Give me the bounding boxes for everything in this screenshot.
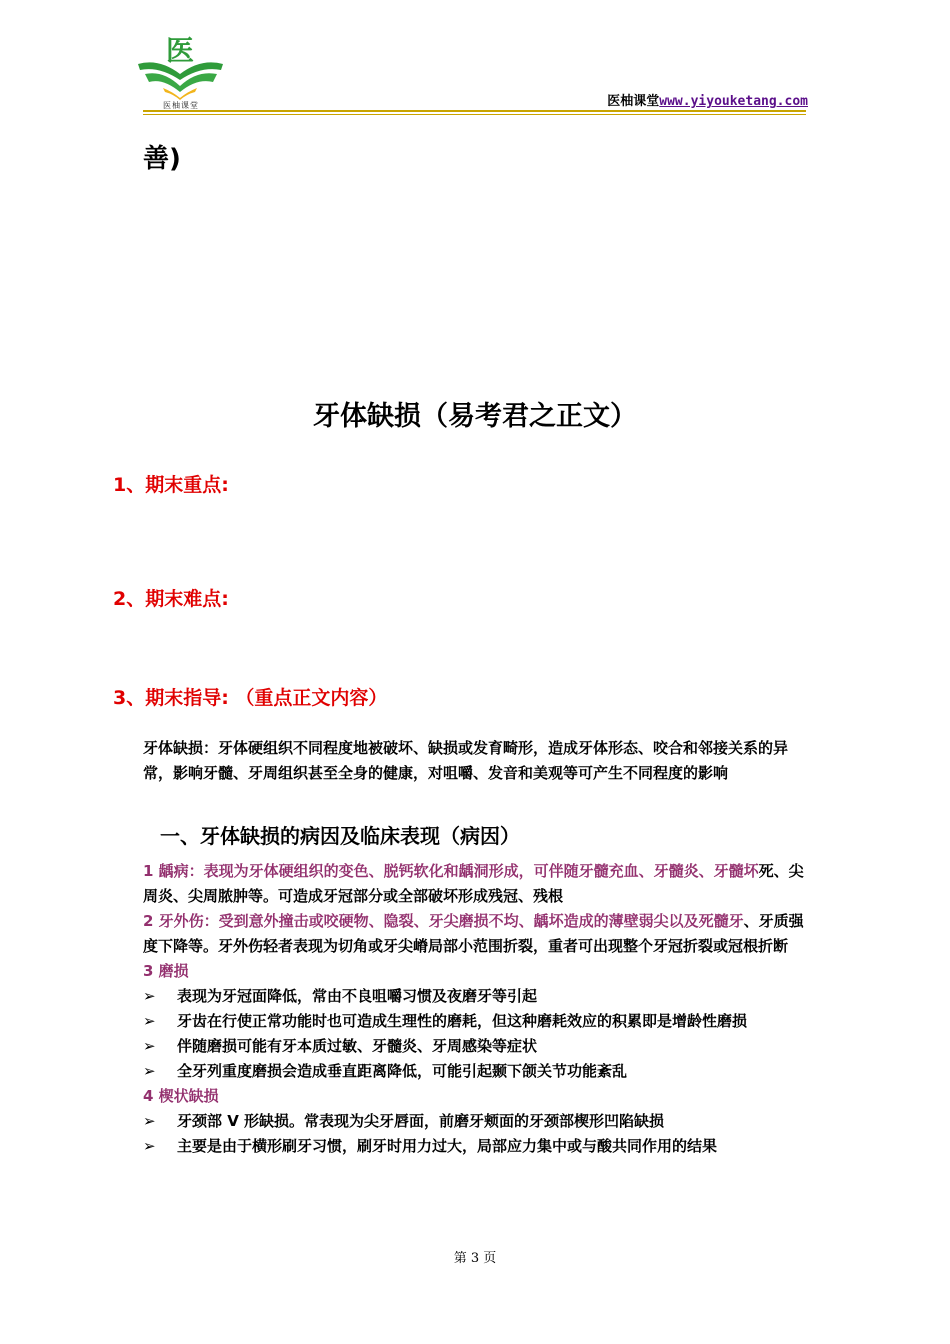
logo	[133, 30, 229, 114]
list-item: ➢ 伴随磨损可能有牙本质过敏、牙髓炎、牙周感染等症状	[143, 1034, 813, 1059]
site-link[interactable]: www.yiyouketang.com	[659, 94, 808, 109]
causes-list	[143, 859, 813, 1159]
arrow-bullet-icon: ➢	[143, 1062, 156, 1080]
list-item: ➢ 全牙列重度磨损会造成垂直距离降低，可能引起颞下颌关节功能紊乱	[143, 1059, 813, 1084]
arrow-bullet-icon: ➢	[143, 987, 156, 1005]
list-item: ➢ 表现为牙冠面降低，常由不良咀嚼习惯及夜磨牙等引起	[143, 984, 813, 1009]
cause-wear-heading: 3 磨损	[143, 962, 189, 980]
subheading: 一、牙体缺损的病因及临床表现（病因）	[160, 824, 520, 848]
arrow-bullet-icon: ➢	[143, 1112, 156, 1130]
arrow-bullet-icon: ➢	[143, 1012, 156, 1030]
section-heading-difficulty: 2、期末难点:	[113, 588, 229, 610]
cause-caries: 1 龋病：表现为牙体硬组织的变色、脱钙软化和龋洞形成，可伴随牙髓充血、牙髓炎、牙髓坏死、尖周炎、尖周脓肿等。可造成牙冠部分或全部破坏形成残冠、残根	[143, 862, 804, 905]
header-rule-thin	[143, 114, 806, 115]
logo-caption: 医柚课堂	[163, 101, 199, 110]
header-brand	[607, 90, 808, 109]
arrow-bullet-icon: ➢	[143, 1137, 156, 1155]
logo-char: 医	[165, 34, 195, 67]
section-heading-guide: 3、期末指导: （重点正文内容）	[113, 687, 388, 709]
list-item: ➢ 主要是由于横形刷牙习惯，刷牙时用力过大，局部应力集中或与酸共同作用的结果	[143, 1134, 813, 1159]
page-title: 牙体缺损（易考君之正文）	[313, 401, 637, 432]
arrow-bullet-icon: ➢	[143, 1037, 156, 1055]
page-number: 第 3 页	[453, 1251, 497, 1266]
cause-wedge-heading: 4 楔状缺损	[143, 1087, 219, 1105]
intro-paragraph: 牙体缺损：牙体硬组织不同程度地被破坏、缺损或发育畸形，造成牙体形态、咬合和邻接关系的异常，影响牙髓、牙周组织甚至全身的健康，对咀嚼、发音和美观等可产生不同程度的影响	[143, 739, 789, 782]
header-rule	[143, 110, 806, 112]
section-heading-focus: 1、期末重点:	[113, 474, 229, 496]
brand-name: 医柚课堂	[607, 94, 660, 109]
text-fragment: 善)	[143, 144, 181, 174]
list-item: ➢ 牙颈部 V 形缺损。常表现为尖牙唇面，前磨牙颊面的牙颈部楔形凹陷缺损	[143, 1109, 813, 1134]
book-leaf-icon	[133, 30, 229, 100]
cause-trauma: 2 牙外伤：受到意外撞击或咬硬物、隐裂、牙尖磨损不均、龋坏造成的薄壁弱尖以及死髓牙、牙质强度下降等。牙外伤轻者表现为切角或牙尖嵴局部小范围折裂，重者可出现整个牙冠折裂或冠根折断	[143, 912, 804, 955]
list-item: ➢ 牙齿在行使正常功能时也可造成生理性的磨耗，但这种磨耗效应的积累即是增龄性磨损	[143, 1009, 813, 1034]
